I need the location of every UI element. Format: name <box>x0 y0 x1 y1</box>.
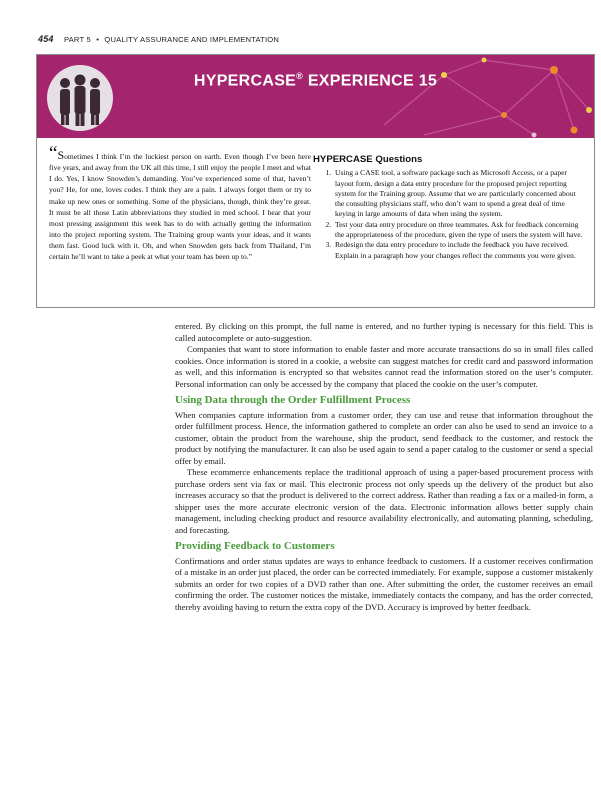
hypercase-box <box>36 54 595 308</box>
main-body-text <box>175 321 593 613</box>
body-paragraph: Companies that want to store information to enable faster and more accurate transactions do so in small files called cookies. Once information is stored in a cookie, a website can suggest matches for credit card and password information as well, and this information is encrypted so that websites cannot read the information stored on the user’s computer. Personal information can only be accessed by the company that placed the cookie on the user’s computer. <box>175 344 593 389</box>
body-paragraph: entered. By clicking on this prompt, the full name is entered, and no further typing is necessary for this field. This is called autocomplete or auto-suggestion. <box>175 321 593 343</box>
quote-open-mark: “ <box>49 143 58 164</box>
box-title: HYPERCASE® EXPERIENCE 15 <box>193 71 438 90</box>
quote-text: ometimes I think I’m the luckiest person on earth. Even though I’ve been here five years, and away from the UK all this time, I still enjoy the people I meet and what I do. Yes, I know Snowden’s demanding. You’ve experienced some of that, haven’t you? He, for one, loves codes. I think they are a pain. I always forget them or try to make up new ones or something. Some of the physicians, though, think they’re great. It must be all those Latin abbreviations they studied in med school. I hear that your most pressing assignment this week has to do with actually getting the information into the project reporting system. The Training group wants your ideas, and it wants them fast. Good luck with it. Oh, and when Snowden gets back from Thailand, I’m certain he’ll want to take a peek at what your team has been up to.” <box>49 152 311 262</box>
quote-drop-letter: S <box>57 148 65 162</box>
bullet-separator: • <box>96 35 100 44</box>
section-title: QUALITY ASSURANCE AND IMPLEMENTATION <box>104 35 280 44</box>
body-paragraph: These ecommerce enhancements replace the traditional approach of using a paper-based procurement process with purchase orders sent via fax or mail. This electronic process not only speeds up the delivery of the product but also increases accuracy so that the product is delivered to the correct address. Rather than reading a fax or a mailed-in form, a shipper uses the more accurate electronic version of the data. Electronic information allows better supply chain management, including checking product and resource availability electronically, and automating planning, scheduling, and forecasting. <box>175 467 593 535</box>
section-heading-feedback: Providing Feedback to Customers <box>175 540 335 552</box>
body-paragraph: Confirmations and order status updates are ways to enhance feedback to customers. If a customer receives confirmation of a mistake in an order just placed, the order can be corrected immediately. For example, suppose a customer mistakenly submits an order for two copies of a DVD rather than one. After submitting the order, the customer receives an email confirming the order. The customer notices the mistake, immediately contacts the company, and has the order corrected, thereby avoiding having to return the extra copy of the DVD. Accuracy is improved by better feedback. <box>175 555 593 612</box>
body-paragraph: When companies capture information from a customer order, they can use and reuse that information throughout the order fulfillment process. Hence, the information gathered to complete an order can also be used to send an invoice to a customer, obtain the product from the warehouse, ship the product, send feedback to the customer, and restock the product by notifying the manufacturer. It can also be used again to send a paper catalog to the customer or send a special offer by email. <box>175 409 593 466</box>
questions-list <box>313 168 583 261</box>
questions-heading: HYPERCASE Questions <box>313 154 423 165</box>
running-head <box>38 34 279 44</box>
question-item: 2. Test your data entry procedure on three teammates. Ask for feedback concerning the appropriateness of the procedure, given the type of users the system will have. <box>333 220 583 241</box>
page-number: 454 <box>38 34 54 44</box>
hypercase-questions <box>313 155 583 261</box>
network-graphic-icon <box>364 55 594 138</box>
part-label: PART 5 <box>63 35 91 44</box>
question-item: 3. Redesign the data entry procedure to include the feedback you have received. Explain in a paragraph how your changes reflect the comments you were given. <box>333 240 583 261</box>
question-item: 1. Using a CASE tool, a software package such as Microsoft Access, or a paper layout form, design a data entry procedure for the proposed project reporting system for the Training group. Assume that we are particularly concerned about the consulting physicians staff, who don’t want to spend a great deal of time keying in large amounts of data when using the system. <box>333 168 583 219</box>
hypercase-quote <box>49 143 311 263</box>
hypercase-banner <box>37 55 594 138</box>
section-heading-order-fulfillment: Using Data through the Order Fulfillment Process <box>175 394 411 406</box>
